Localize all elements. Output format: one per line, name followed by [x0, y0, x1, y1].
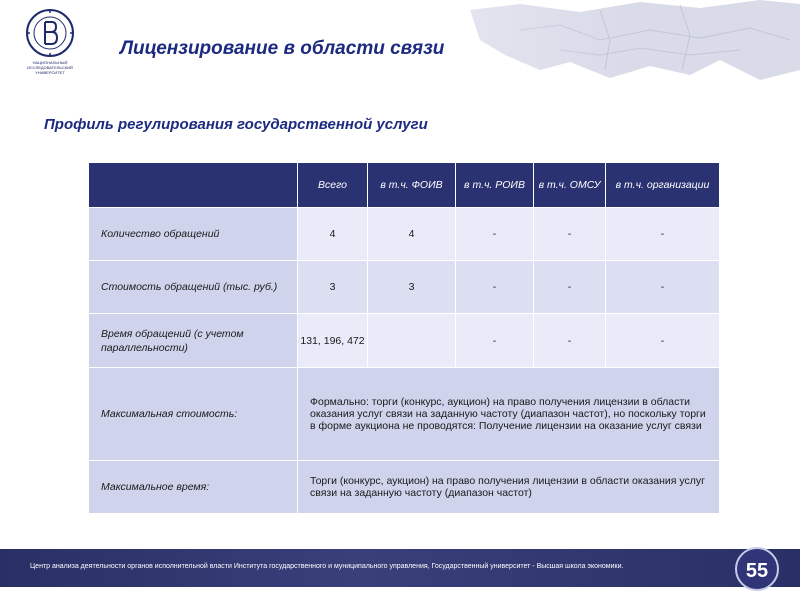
header-cell-organizations: в т.ч. организации — [606, 163, 720, 208]
table-cell: - — [606, 261, 720, 314]
max-cost-row — [89, 368, 720, 461]
table-row — [89, 314, 720, 368]
row-label: Время обращений (с учетом параллельности) — [89, 314, 298, 368]
university-logo — [20, 8, 80, 78]
table-cell: - — [606, 314, 720, 368]
page-subtitle: Профиль регулирования государственной услуги — [44, 116, 428, 133]
page-title: Лицензирование в области связи — [120, 38, 445, 59]
max-cost-label: Максимальная стоимость: — [89, 368, 298, 461]
table-cell: - — [456, 208, 534, 261]
max-time-row — [89, 461, 720, 514]
table-cell: 4 — [368, 208, 456, 261]
hse-emblem-icon — [25, 8, 75, 58]
table-cell: - — [534, 208, 606, 261]
regulation-profile-table — [88, 162, 720, 514]
table-row — [89, 261, 720, 314]
footer-text: Центр анализа деятельности органов исполнительной власти Института государственного и муниципального управления, Государственный университет - Высшая школа экономики. — [30, 563, 624, 570]
table-cell: 3 — [368, 261, 456, 314]
table-cell: - — [606, 208, 720, 261]
header-cell-total: Всего — [298, 163, 368, 208]
max-time-label: Максимальное время: — [89, 461, 298, 514]
table-header-row — [89, 163, 720, 208]
header-corner-cell — [89, 163, 298, 208]
header-cell-roiv: в т.ч. РОИВ — [456, 163, 534, 208]
table-cell: - — [456, 314, 534, 368]
table-row — [89, 208, 720, 261]
header-cell-foiv: в т.ч. ФОИВ — [368, 163, 456, 208]
header-cell-omsu: в т.ч. ОМСУ — [534, 163, 606, 208]
table-cell: 131, 196, 472 — [298, 314, 368, 368]
footer-bar — [0, 549, 800, 587]
table-cell: 3 — [298, 261, 368, 314]
logo-caption: НАЦИОНАЛЬНЫЙ ИССЛЕДОВАТЕЛЬСКИЙ УНИВЕРСИТЕТ — [27, 60, 73, 75]
table-cell: - — [534, 261, 606, 314]
row-label: Количество обращений — [89, 208, 298, 261]
max-time-text: Торги (конкурс, аукцион) на право получения лицензии в области оказания услуг связи на заданную частоту (диапазон частот) — [298, 461, 720, 514]
table-cell: 4 — [298, 208, 368, 261]
table-cell — [368, 314, 456, 368]
table-cell: - — [534, 314, 606, 368]
table-cell: - — [456, 261, 534, 314]
row-label: Стоимость обращений (тыс. руб.) — [89, 261, 298, 314]
page-number-badge: 55 — [735, 547, 779, 591]
max-cost-text: Формально: торги (конкурс, аукцион) на право получения лицензии в области оказания услуг связи на заданную частоту (диапазон частот), но поскольку торги в форме аукциона не проводятся: Получение лицензии на оказание услуг связи — [298, 368, 720, 461]
